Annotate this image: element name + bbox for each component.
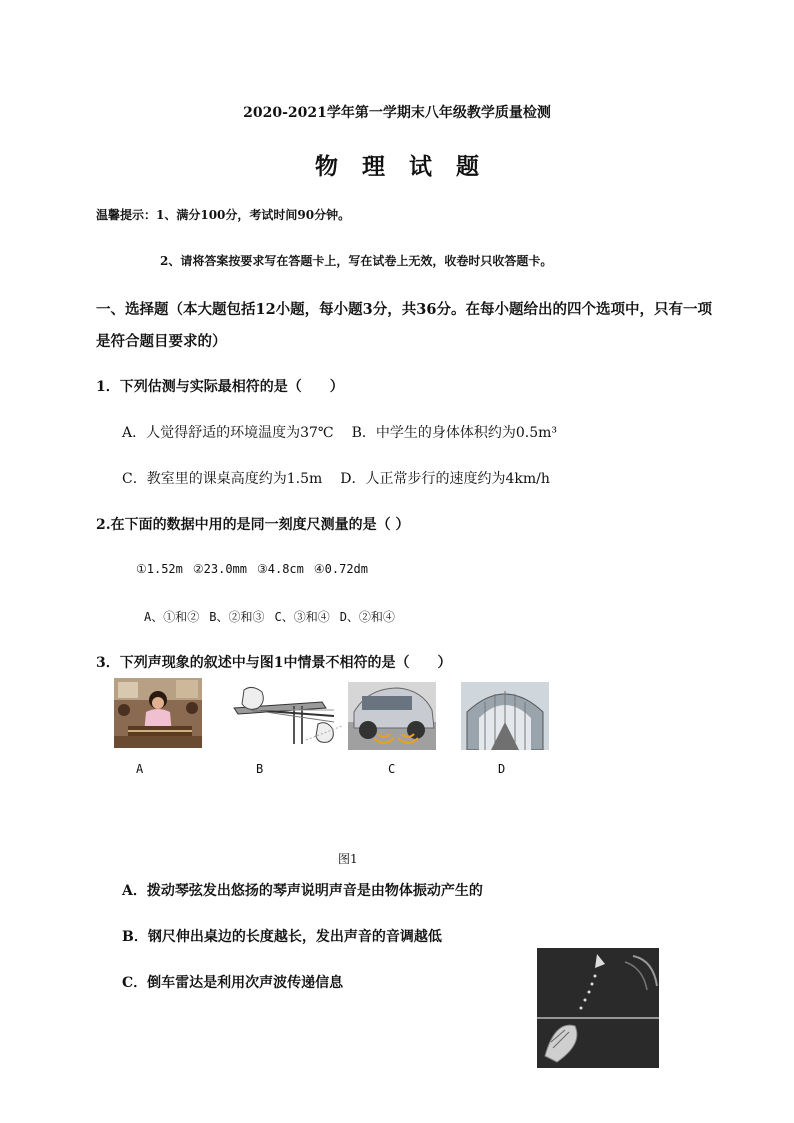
question-1-option-c: C．教室里的课桌高度约为1.5m — [122, 471, 323, 487]
figure-1b-image — [222, 680, 346, 748]
question-2-option-row — [144, 608, 395, 625]
section-1-heading-line-2: 是符合题目要求的） — [96, 333, 227, 350]
tip-line-1: 温馨提示：1、满分100分，考试时间90分钟。 — [96, 208, 351, 222]
question-1-option-row-2 — [122, 468, 550, 488]
question-3-option-b: B．钢尺伸出桌边的长度越长，发出声音的音调越低 — [122, 929, 442, 945]
question-2-data-row — [136, 562, 368, 576]
question-1-option-b: B．中学生的身体体积约为0.5m³ — [351, 425, 558, 441]
figure-caption-b: B — [256, 762, 264, 776]
question-3-option-a: A．拨动琴弦发出悠扬的琴声说明声音是由物体振动产生的 — [122, 883, 483, 899]
figure-1d-image — [461, 682, 549, 750]
question-2-data-3: ③4.8cm — [257, 562, 304, 576]
exam-title: 物理试题 — [315, 153, 503, 180]
question-2-data-1: ①1.52m — [136, 562, 183, 576]
question-3-stem: 3．下列声现象的叙述中与图1中情景不相符的是（ ） — [96, 655, 452, 671]
section-1-heading-line-1: 一、选择题（本大题包括12小题，每小题3分，共36分。在每小题给出的四个选项中，只有一项 — [96, 301, 712, 318]
figure-1a-image — [114, 678, 202, 748]
question-2-option-c: C、③和④ — [274, 610, 330, 624]
question-2-stem: 2.在下面的数据中用的是同一刻度尺测量的是（ ） — [96, 517, 410, 533]
question-1-option-row-1 — [122, 422, 557, 442]
question-1-option-a: A．人觉得舒适的环境温度为37℃ — [122, 425, 334, 441]
question-3-option-c: C．倒车雷达是利用次声波传递信息 — [122, 975, 344, 991]
figure-caption-a: A — [136, 762, 144, 776]
question-2-option-b: B、②和③ — [209, 610, 265, 624]
figure-caption-d: D — [498, 762, 506, 776]
question-2-data-2: ②23.0mm — [192, 562, 247, 576]
tip-line-2: 2、请将答案按要求写在答题卡上，写在试卷上无效，收卷时只收答题卡。 — [160, 254, 553, 268]
figure-1c-image — [348, 682, 436, 750]
figure-caption-c: C — [388, 762, 396, 776]
sonar-image — [537, 948, 659, 1068]
question-2-option-d: D、②和④ — [339, 610, 395, 624]
exam-subtitle: 2020-2021学年第一学期末八年级教学质量检测 — [243, 105, 551, 121]
question-1-stem: 1．下列估测与实际最相符的是（ ） — [96, 379, 344, 395]
question-2-data-4: ④0.72dm — [313, 562, 368, 576]
question-2-option-a: A、①和② — [144, 610, 200, 624]
figure-1-label: 图1 — [338, 852, 358, 866]
question-1-option-d: D．人正常步行的速度约为4km/h — [340, 471, 550, 487]
